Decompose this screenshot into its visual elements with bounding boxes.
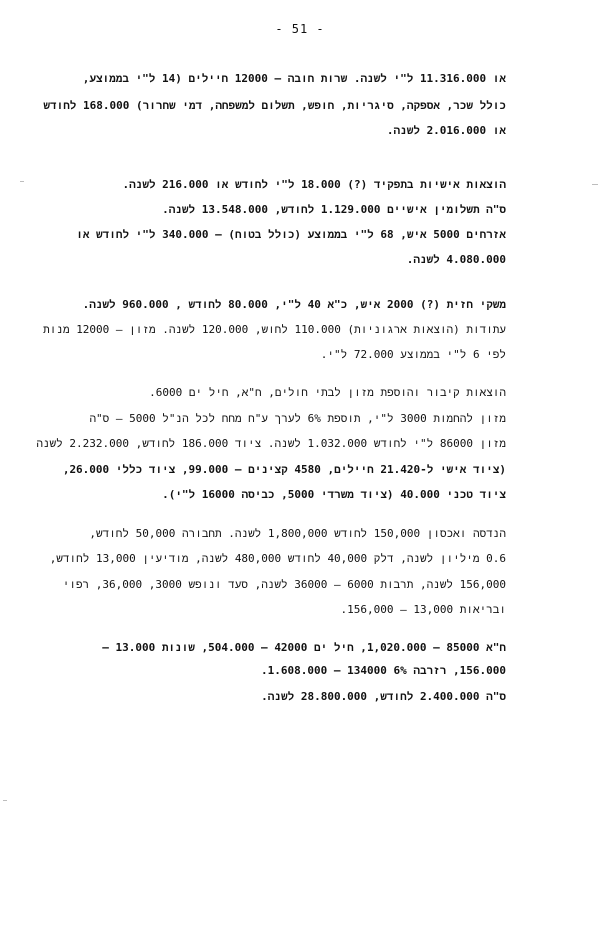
text-line: הוצאות קיבור והוספת מזון לבתי חולים, ח"א, חיל ים 6000. (149, 386, 506, 399)
scan-mark (592, 184, 598, 185)
text-line: הוצאות אישיות בתפקיד (?) 18.000 ל"י לחודש או 216.000 לשנה. (122, 178, 506, 191)
text-line: ח"א 85000 – 1,020.000, חיל ים 42000 – 504.000, שונות 13.000 – (102, 641, 506, 654)
text-line: ס"ה 2.400.000 לחודש, 28.800.000 לשנה. (261, 690, 506, 703)
text-line: מזון להחמות 3000 ל"י, תוספת 6% לערך ע"ח מחח לכל הנ"ל 5000 – ס"ה (89, 412, 506, 425)
text-line: כולל שכר, אספקה, סיגריות, חופש, תשלום למשפחה, דמי שחרור) 168.000 לחודש (43, 99, 506, 112)
text-line: (ציוד אישי ל-21.420 חיילים, 4580 קצינים – 99.000, ציוד כללי 26.000, (62, 463, 506, 476)
text-line: 0.6 מיליון לשנה, דלק 40,000 לחודש 480,000 לשנה, מודיעין 13,000 לחודש, (49, 552, 506, 565)
text-line: לפי 6 ל"י בממוצע 72.000 ל"י. (320, 348, 506, 361)
text-line: עתודות (הוצאות ארגוניות) 110.000 לחוש, 120.000 לשנה. מזון – 12000 מנות (43, 323, 506, 336)
text-line: ס"ה תשלומין אישיים 1.129.000 לחודש, 13.548.000 לשנה. (162, 203, 506, 216)
text-line: ובריאות 13,000 – 156,000. (340, 603, 506, 616)
text-line: 156.000, רזרבה 6% 134000 – 1.608.000. (261, 664, 506, 677)
scan-mark (20, 181, 24, 182)
scan-mark (3, 800, 7, 801)
page-number: - 51 - (275, 22, 325, 36)
text-line: ציוד טכני 40.000 (ציוד משרדי 5000, כביסה 16000 ל"י). (162, 488, 506, 501)
text-line: 4.080.000 לשנה. (406, 253, 506, 266)
text-line: או 11.316.000 ל"י לשנה. שרות חובה – 12000 חיילים (14 ל"י בממוצע, (82, 72, 506, 85)
text-line: אזרחים 5000 איש, 68 ל"י בממוצע (כולל בטוח) – 340.000 ל"י לחודש או (76, 228, 506, 241)
text-line: הנדסה ואכסון 150,000 לחודש 1,800,000 לשנה. תחבורה 50,000 לחודש, (89, 527, 506, 540)
text-line: מזון 86000 ל"י לחודש 1.032.000 לשנה. ציוד 186.000 לחודש, 2.232.000 לשנה (36, 437, 506, 450)
text-line: משקי חזית (?) 2000 איש, כ"א 40 ל"י, 80.000 לחודש , 960.000 לשנה. (82, 298, 506, 311)
text-line: 156,000 לשנה, תרבות 6000 – 36000 לשנה, סעד ונופש 3000, 36,000, רפוי (62, 578, 506, 591)
text-line: או 2.016.000 לשנה. (386, 124, 506, 137)
